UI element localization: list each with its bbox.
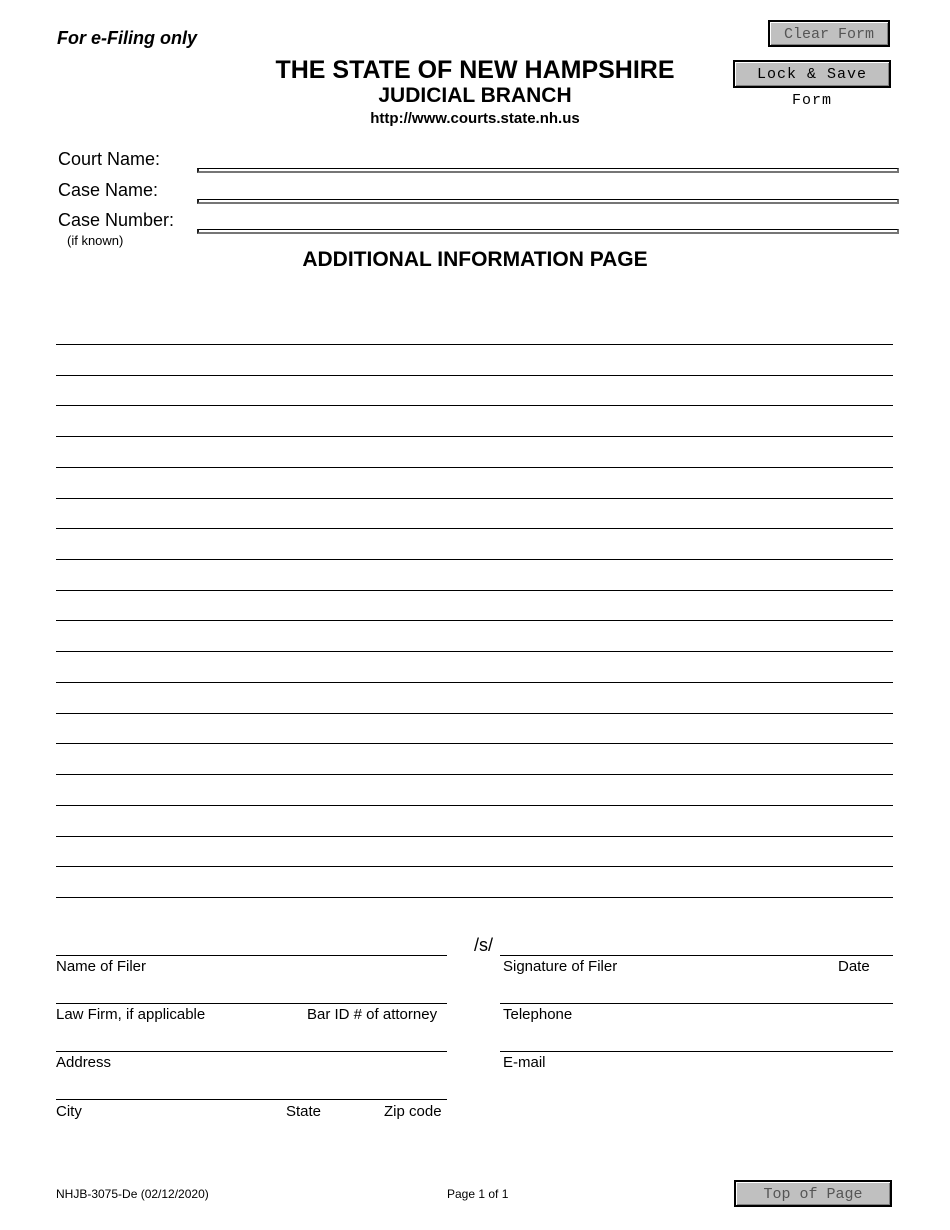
city-state-zip-field[interactable] (56, 1099, 447, 1100)
info-line (56, 836, 893, 837)
law-firm-label: Law Firm, if applicable (56, 1006, 206, 1023)
info-line (56, 897, 893, 898)
page-title: ADDITIONAL INFORMATION PAGE (302, 248, 648, 271)
bar-id-label: Bar ID # of attorney (307, 1006, 438, 1023)
info-line (56, 559, 893, 560)
name-of-filer-label: Name of Filer (56, 958, 147, 975)
info-line (56, 774, 893, 775)
info-line (56, 498, 893, 499)
state-label: State (286, 1103, 322, 1120)
case-number-label: Case Number: (58, 210, 175, 230)
email-label: E-mail (503, 1054, 546, 1071)
info-line (56, 375, 893, 376)
info-line (56, 866, 893, 867)
date-label: Date (838, 958, 870, 975)
lock-save-form-button[interactable]: Lock & Save Form (733, 60, 891, 88)
info-line (56, 682, 893, 683)
if-known-note: (if known) (67, 233, 124, 248)
clear-form-button[interactable]: Clear Form (768, 20, 890, 47)
law-firm-field[interactable] (56, 1003, 447, 1004)
info-line (56, 805, 893, 806)
top-of-page-button[interactable]: Top of Page (734, 1180, 892, 1207)
info-line (56, 713, 893, 714)
case-name-field[interactable] (197, 199, 899, 204)
signature-slash-s: /s/ (474, 935, 494, 955)
case-name-label: Case Name: (58, 180, 159, 200)
state-title: THE STATE OF NEW HAMPSHIRE (275, 56, 675, 84)
telephone-label: Telephone (503, 1006, 573, 1023)
telephone-field[interactable] (500, 1003, 893, 1004)
case-number-field[interactable] (197, 229, 899, 234)
zip-code-label: Zip code (384, 1103, 442, 1120)
branch-title: JUDICIAL BRANCH (378, 84, 572, 107)
info-line (56, 620, 893, 621)
info-line (56, 590, 893, 591)
signature-of-filer-label: Signature of Filer (503, 958, 618, 975)
form-id: NHJB-3075-De (02/12/2020) (56, 1187, 209, 1201)
page-number: Page 1 of 1 (447, 1187, 509, 1201)
city-label: City (56, 1103, 82, 1120)
name-of-filer-field[interactable] (56, 955, 447, 956)
address-field[interactable] (56, 1051, 447, 1052)
court-url: http://www.courts.state.nh.us (370, 110, 580, 127)
info-line (56, 651, 893, 652)
email-field[interactable] (500, 1051, 893, 1052)
info-line (56, 436, 893, 437)
address-label: Address (56, 1054, 112, 1071)
efiling-notice: For e-Filing only (57, 28, 197, 48)
court-name-label: Court Name: (58, 149, 161, 169)
info-line (56, 467, 893, 468)
signature-of-filer-field[interactable] (500, 955, 893, 956)
court-name-field[interactable] (197, 168, 899, 173)
info-line (56, 344, 893, 345)
info-line (56, 405, 893, 406)
info-line (56, 743, 893, 744)
info-line (56, 528, 893, 529)
